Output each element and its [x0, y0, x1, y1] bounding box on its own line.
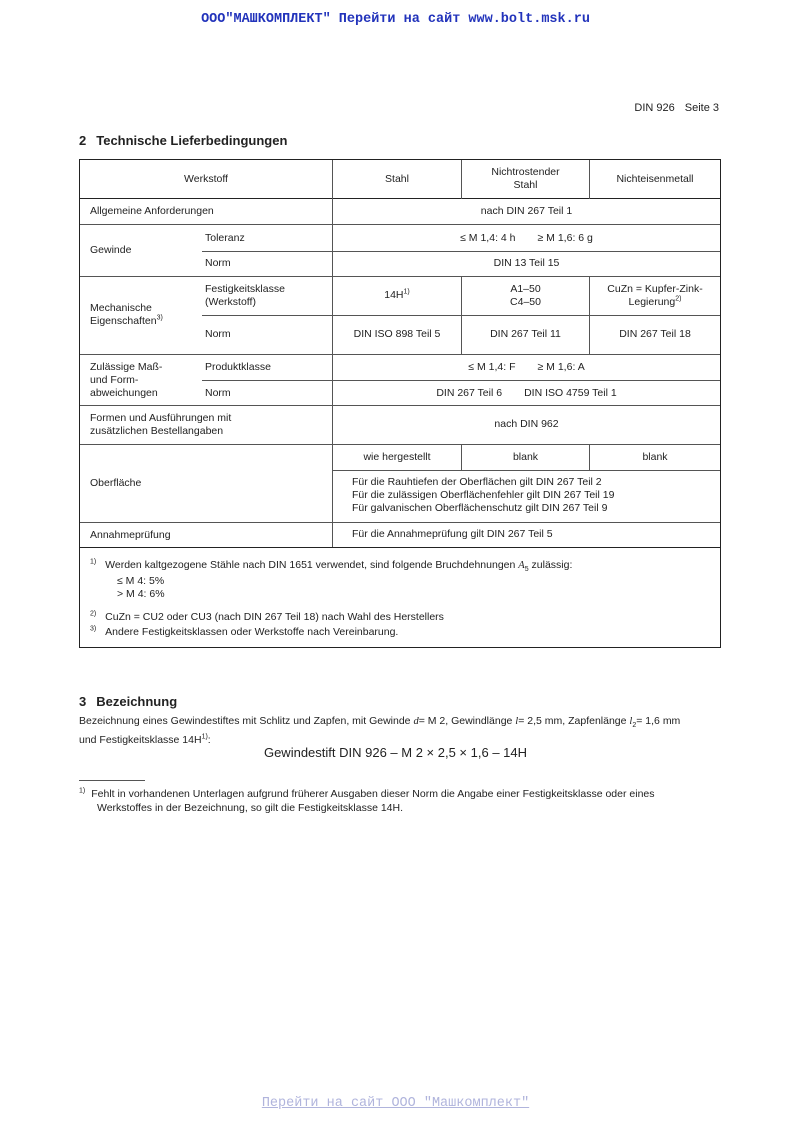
- l2-symbol: l: [629, 716, 633, 727]
- zulaessig-line1: Zulässige Maß-: [90, 361, 163, 373]
- footnote-1-values: [117, 575, 165, 601]
- header-nichtrostender-line1: Nichtrostender: [491, 166, 560, 178]
- formen-line1: Formen und Ausführungen mit: [90, 412, 232, 424]
- festigkeit-a1: A1–50: [510, 283, 541, 295]
- bruchdehnung-subscript: 5: [524, 566, 529, 574]
- festigkeit-stahl-value: 14H: [384, 289, 404, 301]
- table-rule: [80, 276, 720, 277]
- row-annahme-label: Annahmeprüfung: [90, 529, 171, 541]
- footnote-1-mark: 1): [90, 558, 97, 566]
- section-3-title: Bezeichnung: [96, 694, 178, 709]
- table-footnote-3: [90, 626, 398, 639]
- l2-value: = 1,6 mm: [636, 715, 681, 727]
- designation-intro: [79, 714, 729, 747]
- mechanisch-norm-nichtrostend: DIN 267 Teil 11: [490, 328, 561, 340]
- d-value: = M 2, Gewindlänge: [418, 715, 513, 727]
- festigkeit-stahl: [333, 289, 461, 302]
- intro-festigkeit: und Festigkeitsklasse 14H: [79, 734, 202, 747]
- oberflaeche-note-rauhtiefen: Für die Rauhtiefen der Oberflächen gilt DIN 267 Teil 2: [352, 476, 602, 488]
- intro-text: Bezeichnung eines Gewindestiftes mit Schlitz und Zapfen, mit Gewinde: [79, 715, 411, 727]
- row-oberflaeche-label: Oberfläche: [90, 477, 142, 489]
- table-rule: [80, 547, 720, 548]
- festigkeit-cuzn-line1: CuZn = Kupfer-Zink-: [607, 283, 703, 295]
- table-rule: [80, 405, 720, 406]
- footnote-ref-3: 3): [156, 314, 163, 322]
- l-symbol: l: [515, 716, 519, 727]
- watermark-header[interactable]: ООО"МАШКОМПЛЕКТ" Перейти на сайт www.bolt.msk.ru: [201, 12, 590, 27]
- page-footnote-line2: Werkstoffes in der Bezeichnung, so gilt die Festigkeitsklasse 14H.: [97, 802, 404, 814]
- table-footnote-2: [90, 611, 444, 624]
- header-nichtrostender-line2: Stahl: [513, 179, 538, 191]
- oberflaeche-notes: [352, 476, 614, 515]
- l-value: = 2,5 mm, Zapfenlänge: [518, 715, 627, 727]
- row-allgemein-label: Allgemeine Anforderungen: [90, 205, 214, 217]
- oberflaeche-nichtrostend: blank: [512, 451, 539, 463]
- table-rule: [80, 224, 720, 225]
- mechanisch-line2: Eigenschaften: [90, 315, 157, 327]
- table-rule: [333, 470, 720, 471]
- section-3-number: 3: [79, 694, 87, 709]
- footnote-3-text: Andere Festigkeitsklassen oder Werkstoffe nach Vereinbarung.: [105, 626, 399, 638]
- page-reference: [634, 102, 719, 114]
- technical-conditions-table: [79, 159, 721, 648]
- produktklasse-small: ≤ M 1,4: F: [468, 361, 516, 373]
- oberflaeche-nichteisen: blank: [642, 451, 668, 463]
- page-number: Seite 3: [684, 102, 719, 114]
- table-rule: [80, 354, 720, 355]
- footnote-2-mark: 2): [90, 610, 97, 618]
- oberflaeche-note-fehler: Für die zulässigen Oberflächenfehler gilt DIN 267 Teil 19: [352, 489, 615, 501]
- page-footnote-mark: 1): [79, 787, 86, 795]
- footnote-ref-2: 2): [675, 295, 682, 303]
- watermark-footer-link[interactable]: Перейти на сайт ООО "Машкомплект": [261, 1096, 530, 1111]
- festigkeit-c4: C4–50: [510, 296, 541, 308]
- row-annahme-value: Für die Annahmeprüfung gilt DIN 267 Teil 5: [352, 528, 553, 540]
- mechanisch-norm-stahl: DIN ISO 898 Teil 5: [353, 328, 441, 340]
- row-zulaessig-label: [90, 361, 162, 400]
- oberflaeche-stahl: wie hergestellt: [363, 451, 431, 463]
- section-2-heading: [79, 133, 287, 148]
- zulaessig-norm-value: [333, 387, 720, 400]
- mechanisch-line1: Mechanische: [90, 302, 152, 314]
- footnote-separator: [79, 780, 145, 781]
- bruchdehnung-small: ≤ M 4: 5%: [117, 575, 165, 587]
- festigkeit-label: [205, 283, 285, 309]
- gewinde-norm-value: DIN 13 Teil 15: [493, 257, 560, 269]
- table-rule: [80, 198, 720, 199]
- zulaessig-line3: abweichungen: [90, 387, 158, 399]
- zulaessig-norm-a: DIN 267 Teil 6: [436, 387, 503, 399]
- row-gewinde-label: Gewinde: [90, 244, 132, 256]
- designation-formula: Gewindestift DIN 926 – M 2 × 2,5 × 1,6 – 14H: [263, 745, 528, 760]
- header-nichteisenmetall: Nichteisenmetall: [616, 173, 694, 185]
- section-3-heading: [79, 694, 177, 709]
- footnote-1-text-end: zulässig:: [531, 559, 573, 571]
- bruchdehnung-symbol: A: [518, 560, 525, 571]
- festigkeit-label-line1: Festigkeitsklasse: [205, 283, 285, 295]
- table-rule: [80, 522, 720, 523]
- section-2-number: 2: [79, 133, 87, 148]
- formen-line2: zusätzlichen Bestellangaben: [90, 425, 224, 437]
- header-stahl: Stahl: [385, 173, 409, 185]
- header-nichtrostender: [462, 166, 589, 192]
- produktklasse-label: Produktklasse: [205, 361, 271, 373]
- bruchdehnung-large: > M 4: 6%: [117, 588, 165, 600]
- mechanisch-norm-label: Norm: [205, 328, 231, 340]
- d-symbol: d: [413, 716, 419, 727]
- l2-subscript: 2: [632, 722, 637, 730]
- toleranz-large: ≥ M 1,6: 6 g: [537, 232, 593, 244]
- oberflaeche-note-galvanisch: Für galvanischen Oberflächenschutz gilt DIN 267 Teil 9: [352, 502, 608, 514]
- footnote-2-text: CuZn = CU2 oder CU3 (nach DIN 267 Teil 18) nach Wahl des Herstellers: [105, 611, 444, 623]
- produktklasse-value: [333, 361, 720, 374]
- gewinde-norm-label: Norm: [205, 257, 231, 269]
- gewinde-toleranz-value: [333, 232, 720, 245]
- designation-intro-line1: [79, 714, 729, 733]
- row-formen-value: nach DIN 962: [494, 418, 559, 430]
- festigkeit-cuzn-line2: Legierung: [628, 296, 676, 308]
- festigkeit-nichteisen: [590, 283, 720, 309]
- row-formen-label: [90, 412, 231, 438]
- footnote-1-text: Werden kaltgezogene Stähle nach DIN 1651 verwendet, sind folgende Bruchdehnungen: [105, 559, 516, 571]
- row-mechanisch-label: [90, 302, 163, 328]
- table-rule: [202, 251, 720, 252]
- mechanisch-norm-nichteisen: DIN 267 Teil 18: [619, 328, 691, 340]
- footnote-3-mark: 3): [90, 625, 97, 633]
- table-rule: [332, 160, 333, 547]
- table-rule: [80, 444, 720, 445]
- festigkeit-label-line2: (Werkstoff): [205, 296, 256, 308]
- section-2-title: Technische Lieferbedingungen: [96, 133, 288, 148]
- intro-colon: :: [207, 734, 211, 747]
- norm-number: DIN 926: [634, 102, 675, 114]
- zulaessig-norm-b: DIN ISO 4759 Teil 1: [524, 387, 617, 399]
- zulaessig-norm-label: Norm: [205, 387, 231, 399]
- row-allgemein-value: nach DIN 267 Teil 1: [480, 205, 573, 217]
- table-rule: [202, 380, 720, 381]
- toleranz-small: ≤ M 1,4: 4 h: [460, 232, 516, 244]
- page-footnote-line1: Fehlt in vorhandenen Unterlagen aufgrund früherer Ausgaben dieser Norm die Angabe einer Festigkeitsklasse oder eines: [91, 788, 655, 800]
- produktklasse-large: ≥ M 1,6: A: [537, 361, 585, 373]
- festigkeit-nichtrostend: [462, 283, 589, 309]
- page-footnote: [79, 787, 729, 815]
- footnote-ref-1: 1): [403, 288, 410, 296]
- table-footnote-1: [90, 559, 572, 576]
- gewinde-toleranz-label: Toleranz: [205, 232, 245, 244]
- header-werkstoff: Werkstoff: [184, 173, 228, 185]
- zulaessig-line2: und Form-: [90, 374, 139, 386]
- footnote-ref-page-1: 1): [201, 733, 208, 741]
